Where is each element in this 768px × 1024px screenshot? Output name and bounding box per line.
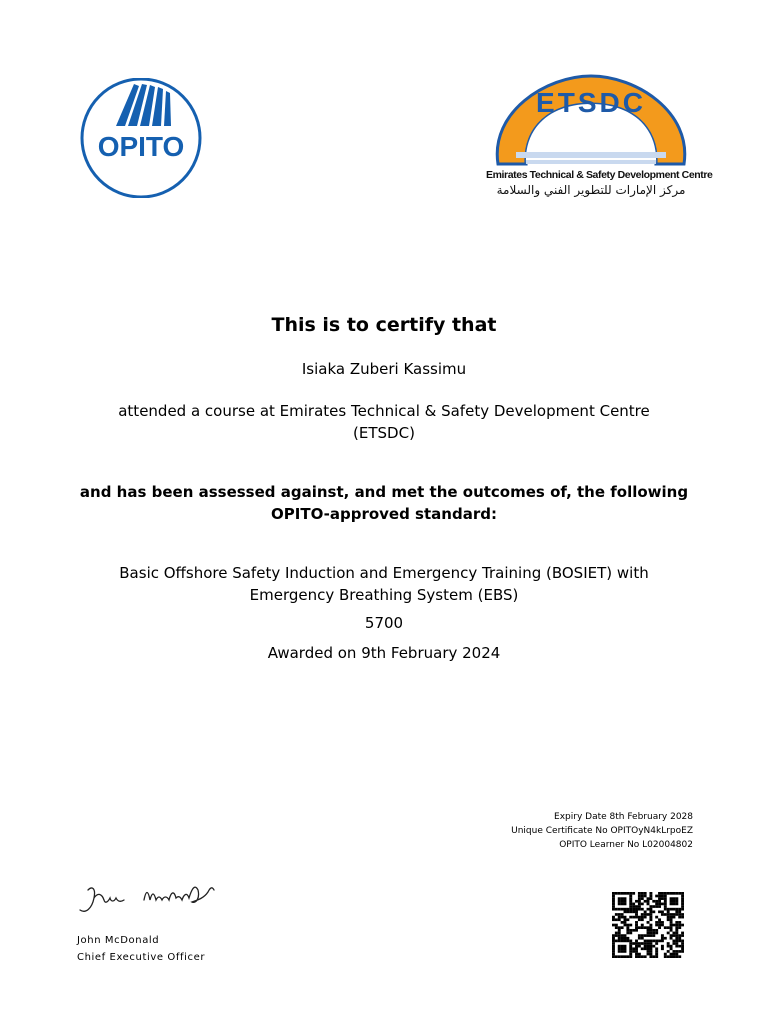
course-line-2: Emergency Breathing System (EBS) [249,586,519,604]
course-code: 5700 [364,614,404,632]
etsdc-logo-text: ETSDC [536,87,646,118]
opito-logo-text: OPITO [97,131,185,162]
signatory [77,932,205,966]
opito-logo-graphic [76,78,206,198]
certificate-details [511,810,693,852]
signature [74,878,224,922]
course-line-1: Basic Offshore Safety Induction and Emergency Training (BOSIET) with [119,564,649,582]
attended-line-1: attended a course at Emirates Technical & Safety Development Centre [118,402,650,420]
attended-line-2: (ETSDC) [353,424,415,442]
certificate-heading: This is to certify that [271,314,497,336]
signatory-name: John McDonald [77,935,160,946]
etsdc-arabic-name: مركز الإمارات للتطوير الفني والسلامة [496,183,686,197]
etsdc-english-name: Emirates Technical & Safety Development Centre [486,169,713,181]
etsdc-lifebuoy-icon [486,72,696,168]
etsdc-water-icon [516,152,666,164]
learner-name: Isiaka Zuberi Kassimu [301,360,467,378]
course-title [60,562,708,606]
assessed-line-2: OPITO-approved standard: [271,505,497,523]
award-date: Awarded on 9th February 2024 [267,644,501,662]
assessed-line-1: and has been assessed against, and met the outcomes of, the following [79,483,689,501]
opito-logo [76,78,206,198]
qr-code [612,892,684,958]
learner-number: OPITO Learner No L02004802 [559,840,693,850]
signatory-title: Chief Executive Officer [77,952,206,963]
qr-code-icon [612,892,684,958]
etsdc-logo [486,72,713,202]
assessed-statement [60,481,708,525]
handwritten-signature-icon [74,878,224,922]
expiry-date: Expiry Date 8th February 2028 [554,812,693,822]
attended-statement [60,400,708,444]
certificate-number: Unique Certificate No OPITOyN4kLrpoEZ [511,826,693,836]
